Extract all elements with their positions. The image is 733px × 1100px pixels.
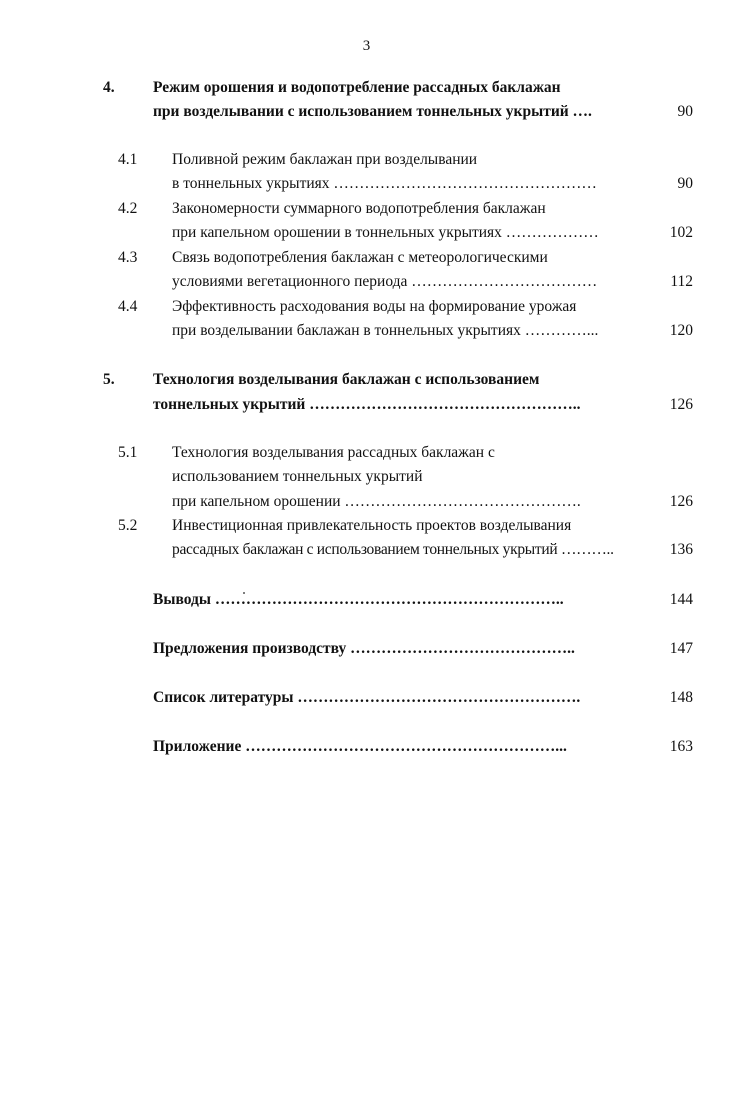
subsection-number: 4.1: [118, 151, 138, 168]
page-ref: 148: [669, 689, 693, 706]
section-title-line: тоннельных укрытий ……………………………………………..: [153, 396, 581, 413]
page-ref: 112: [670, 273, 693, 290]
page-ref: 144: [669, 591, 693, 608]
subsection-title-line: в тоннельных укрытиях ……………………………………………: [172, 175, 597, 192]
subsection-title-line: Закономерности суммарного водопотребления баклажан: [172, 200, 546, 217]
subsection-number: 5.1: [118, 444, 138, 461]
subsection-title-line: при капельном орошении ……………………………………….: [172, 493, 581, 510]
page-ref: 102: [669, 224, 693, 241]
section-number: 5.: [103, 371, 115, 388]
entry-title: Выводы …………………………………………………………..: [153, 591, 564, 608]
section-title-line: Технология возделывания баклажан с использованием: [153, 371, 540, 388]
subsection-title-line: Инвестиционная привлекательность проектов возделывания: [172, 517, 572, 534]
page-ref: 120: [669, 322, 693, 339]
subsection-title-line: при капельном орошении в тоннельных укрытиях ………………: [172, 224, 599, 241]
section-number: 4.: [103, 79, 115, 96]
subsection-title-line: Технология возделывания рассадных баклажан с: [172, 444, 495, 461]
page-ref: 90: [677, 175, 693, 192]
entry-title: Приложение ……………………………………………………...: [153, 738, 567, 755]
page-ref: 126: [669, 396, 693, 413]
page-ref: 147: [669, 640, 693, 657]
subsection-number: 4.4: [118, 298, 138, 315]
subsection-number: 5.2: [118, 517, 138, 534]
page-ref: 126: [669, 493, 693, 510]
subsection-title-line: Эффективность расходования воды на формирование урожая: [172, 298, 577, 315]
subsection-number: 4.3: [118, 249, 138, 266]
subsection-title-line: рассадных баклажан с использованием тоннельных укрытий ………..: [172, 541, 614, 558]
page-number: 3: [362, 38, 371, 54]
subsection-title-line: условиями вегетационного периода ………………………………: [172, 273, 598, 290]
page-ref: 136: [669, 541, 693, 558]
subsection-title-line: Связь водопотребления баклажан с метеорологическими: [172, 249, 548, 266]
entry-title: Предложения производству ……………………………………..: [153, 640, 575, 657]
entry-title: Список литературы ……………………………………………….: [153, 689, 581, 706]
section-title-line: при возделывании с использованием тоннельных укрытий ….: [153, 103, 592, 120]
page-ref: 163: [669, 738, 693, 755]
subsection-number: 4.2: [118, 200, 138, 217]
subsection-title-line: при возделывании баклажан в тоннельных укрытиях …………...: [172, 322, 599, 339]
page-ref: 90: [677, 103, 693, 120]
subsection-title-line: Поливной режим баклажан при возделывании: [172, 151, 478, 168]
section-title-line: Режим орошения и водопотребление рассадных баклажан: [153, 79, 561, 96]
subsection-title-line: использованием тоннельных укрытий: [172, 468, 423, 485]
